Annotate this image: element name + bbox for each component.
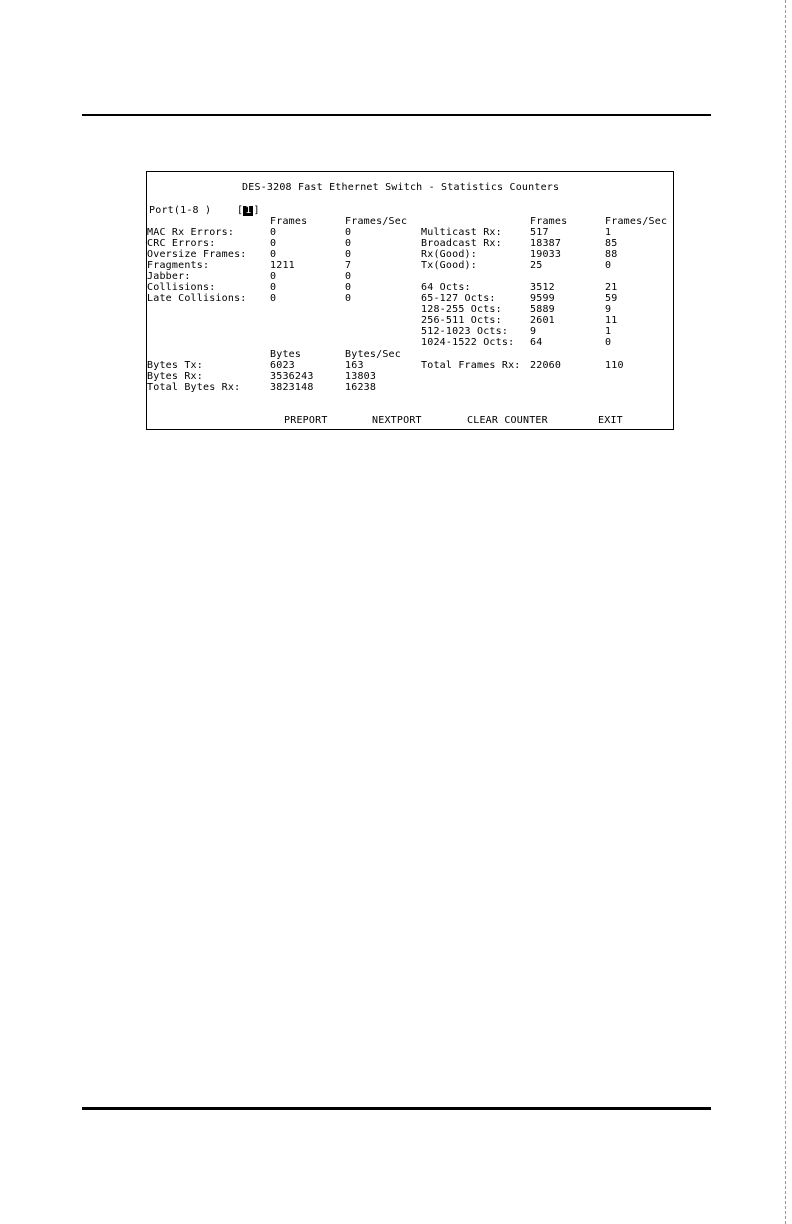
right-row-fps: 0 <box>605 337 612 348</box>
terminal-screen <box>146 171 674 430</box>
left-row-label: Oversize Frames: <box>147 249 247 260</box>
right-row-frames: 9599 <box>530 293 555 304</box>
screen-title: DES-3208 Fast Ethernet Switch - Statistics Counters <box>242 182 560 193</box>
left-row-label: Jabber: <box>147 271 191 282</box>
right-row-frames: 25 <box>530 260 543 271</box>
right-row-label: Tx(Good): <box>421 260 477 271</box>
left-row-label: Fragments: <box>147 260 210 271</box>
right-row-frames: 517 <box>530 227 549 238</box>
left-row-fps: 0 <box>345 249 352 260</box>
bytes-row-bytes: 6023 <box>270 360 295 371</box>
bytes-row-label: Bytes Tx: <box>147 360 203 371</box>
left-header-frames-sec: Frames/Sec <box>345 216 408 227</box>
right-row-fps: 88 <box>605 249 618 260</box>
left-row-frames: 0 <box>270 271 277 282</box>
right-row-fps: 9 <box>605 304 612 315</box>
header-rule <box>82 114 711 116</box>
total-frames-fps: 110 <box>605 360 624 371</box>
left-row-label: Late Collisions: <box>147 293 247 304</box>
left-row-frames: 0 <box>270 249 277 260</box>
right-row-label: Broadcast Rx: <box>421 238 502 249</box>
right-row-fps: 0 <box>605 260 612 271</box>
exit-button[interactable]: EXIT <box>598 415 623 426</box>
left-row-label: CRC Errors: <box>147 238 216 249</box>
right-row-frames: 2601 <box>530 315 555 326</box>
right-row-frames: 5889 <box>530 304 555 315</box>
right-row-fps: 59 <box>605 293 618 304</box>
left-row-label: Collisions: <box>147 282 216 293</box>
left-row-fps: 0 <box>345 293 352 304</box>
bytes-row-bps: 163 <box>345 360 364 371</box>
left-row-fps: 0 <box>345 227 352 238</box>
bytes-row-bytes: 3536243 <box>270 371 314 382</box>
left-row-label: MAC Rx Errors: <box>147 227 235 238</box>
total-frames-value: 22060 <box>530 360 562 371</box>
bytes-row-bytes: 3823148 <box>270 382 314 393</box>
right-row-frames: 19033 <box>530 249 562 260</box>
left-row-frames: 0 <box>270 227 277 238</box>
port-label: Port(1-8 ) <box>149 205 212 216</box>
left-header-frames: Frames <box>270 216 308 227</box>
left-row-fps: 0 <box>345 282 352 293</box>
left-row-frames: 0 <box>270 293 277 304</box>
bytes-row-bps: 13803 <box>345 371 377 382</box>
right-row-fps: 11 <box>605 315 618 326</box>
left-row-frames: 0 <box>270 238 277 249</box>
bytes-row-label: Total Bytes Rx: <box>147 382 241 393</box>
left-row-fps: 7 <box>345 260 352 271</box>
left-row-fps: 0 <box>345 271 352 282</box>
bytes-row-bps: 16238 <box>345 382 377 393</box>
right-row-frames: 9 <box>530 326 537 337</box>
right-row-fps: 1 <box>605 227 612 238</box>
port-selector[interactable]: [ 1 ] <box>237 205 260 216</box>
right-row-fps: 1 <box>605 326 612 337</box>
left-row-frames: 0 <box>270 282 277 293</box>
right-row-label: 512-1023 Octs: <box>421 326 509 337</box>
right-row-label: Multicast Rx: <box>421 227 502 238</box>
preport-button[interactable]: PREPORT <box>284 415 328 426</box>
port-input[interactable]: 1 <box>245 205 252 216</box>
right-header-frames-sec: Frames/Sec <box>605 216 668 227</box>
bytes-header: Bytes <box>270 349 302 360</box>
right-row-fps: 85 <box>605 238 618 249</box>
right-row-label: 1024-1522 Octs: <box>421 337 515 348</box>
nextport-button[interactable]: NEXTPORT <box>372 415 422 426</box>
right-row-label: 128-255 Octs: <box>421 304 502 315</box>
bytes-sec-header: Bytes/Sec <box>345 349 401 360</box>
right-row-frames: 64 <box>530 337 543 348</box>
right-row-label: Rx(Good): <box>421 249 477 260</box>
right-row-label: 256-511 Octs: <box>421 315 502 326</box>
footer-rule <box>82 1107 711 1110</box>
right-row-label: 64 Octs: <box>421 282 471 293</box>
right-row-frames: 3512 <box>530 282 555 293</box>
total-frames-label: Total Frames Rx: <box>421 360 521 371</box>
left-row-frames: 1211 <box>270 260 295 271</box>
left-row-fps: 0 <box>345 238 352 249</box>
bytes-row-label: Bytes Rx: <box>147 371 203 382</box>
right-row-frames: 18387 <box>530 238 562 249</box>
right-row-fps: 21 <box>605 282 618 293</box>
page-edge-dashed-line <box>785 0 786 1224</box>
clear-counter-button[interactable]: CLEAR COUNTER <box>467 415 548 426</box>
right-row-label: 65-127 Octs: <box>421 293 496 304</box>
right-header-frames: Frames <box>530 216 568 227</box>
